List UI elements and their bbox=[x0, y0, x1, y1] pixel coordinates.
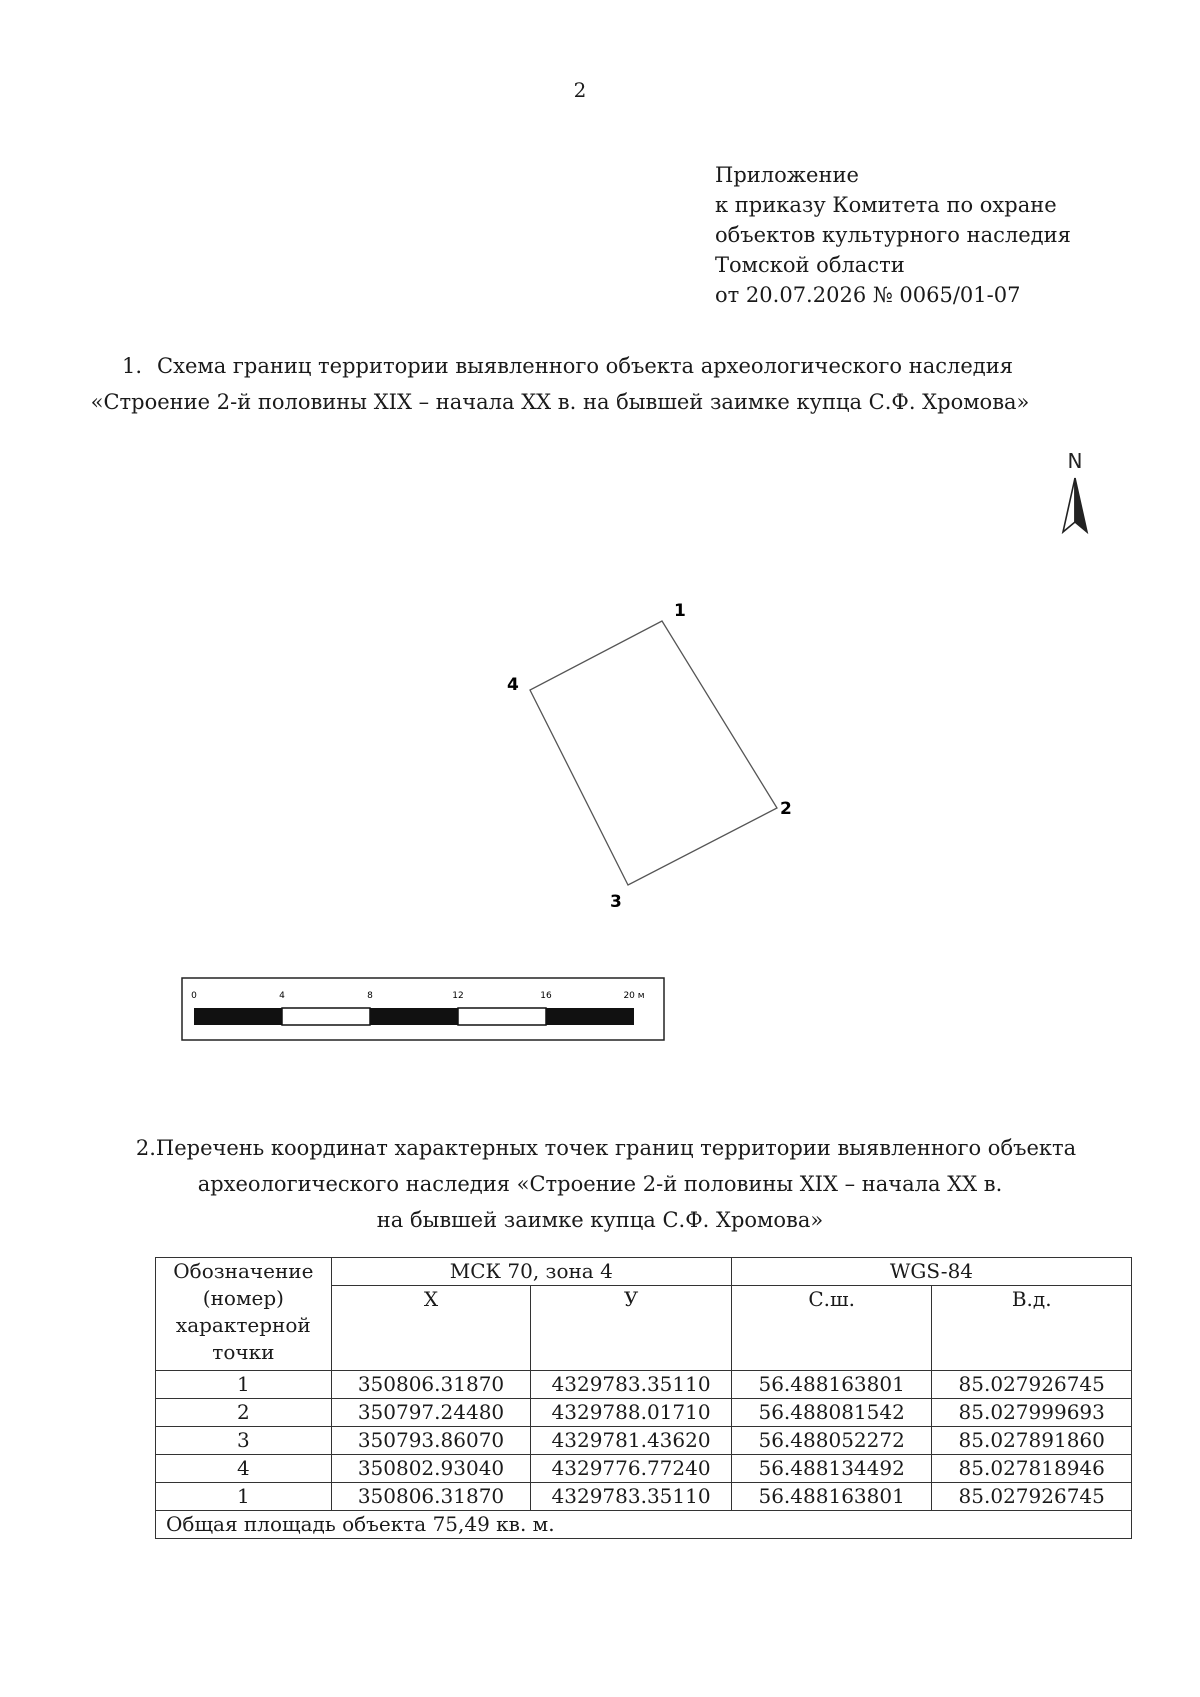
table-cell: 350806.31870 bbox=[331, 1483, 531, 1511]
section1-number: 1. bbox=[122, 354, 143, 378]
table-cell: 4329776.77240 bbox=[531, 1455, 732, 1483]
page-number: 2 bbox=[573, 78, 587, 102]
north-arrow-icon bbox=[1055, 450, 1105, 540]
appendix-line: к приказу Комитета по охране bbox=[715, 193, 1057, 217]
table-row bbox=[156, 1455, 1132, 1483]
header-designation: Обозначение (номер) характерной точки bbox=[156, 1258, 332, 1371]
point-label-1: 1 bbox=[674, 601, 686, 621]
scale-tick-label: 16 bbox=[540, 991, 552, 1001]
section1-line1 bbox=[0, 348, 1120, 384]
section2-line1: 2.Перечень координат характерных точек границ территории выявленного объекта bbox=[135, 1136, 1077, 1160]
section1-title: Схема границ территории выявленного объекта археологического наследия bbox=[157, 354, 1013, 378]
scale-tick-label: 12 bbox=[452, 991, 464, 1001]
section2-line3: на бывшей заимке купца С.Ф. Хромова» bbox=[376, 1208, 824, 1232]
table-cell: 2 bbox=[156, 1399, 332, 1427]
boundary-polygon bbox=[530, 621, 777, 885]
table-cell: 350797.24480 bbox=[331, 1399, 531, 1427]
point-label-2: 2 bbox=[780, 799, 792, 819]
section2-line2: археологического наследия «Строение 2-й половины XIX – начала XX в. bbox=[197, 1172, 1003, 1196]
table-cell: 56.488081542 bbox=[731, 1399, 932, 1427]
table-row bbox=[156, 1399, 1132, 1427]
scale-tick-label: 0 bbox=[191, 991, 197, 1001]
table-cell: 56.488163801 bbox=[731, 1483, 932, 1511]
north-arrow-left-half bbox=[1063, 478, 1075, 532]
table-row bbox=[156, 1371, 1132, 1399]
point-label-4: 4 bbox=[507, 675, 519, 695]
scale-segment bbox=[458, 1008, 546, 1025]
table-cell: 85.027999693 bbox=[932, 1399, 1132, 1427]
table-total-row bbox=[156, 1511, 1132, 1539]
appendix-line: от 20.07.2026 № 0065/01-07 bbox=[715, 283, 1021, 307]
table-cell: 350802.93040 bbox=[331, 1455, 531, 1483]
table-cell: 85.027891860 bbox=[932, 1427, 1132, 1455]
coordinates-table bbox=[155, 1257, 1132, 1539]
table-cell: 56.488163801 bbox=[731, 1371, 932, 1399]
section1-heading bbox=[0, 348, 1120, 420]
header-y: У bbox=[531, 1286, 732, 1371]
section2-heading bbox=[0, 1130, 1200, 1238]
north-arrow-right-half bbox=[1075, 478, 1087, 532]
scale-tick-label: 20 м bbox=[623, 991, 645, 1001]
appendix-line: объектов культурного наследия bbox=[715, 223, 1071, 247]
appendix-line: Приложение bbox=[715, 163, 859, 187]
scale-segment bbox=[546, 1008, 634, 1025]
boundary-scheme bbox=[490, 595, 800, 925]
table-cell: 350806.31870 bbox=[331, 1371, 531, 1399]
table-row bbox=[156, 1427, 1132, 1455]
scale-segment bbox=[282, 1008, 370, 1025]
table-cell: 1 bbox=[156, 1371, 332, 1399]
section1-line2: «Строение 2-й половины XIX – начала XX в. на бывшей заимке купца С.Ф. Хромова» bbox=[90, 390, 1030, 414]
table-cell: 85.027926745 bbox=[932, 1483, 1132, 1511]
table-cell: 4329783.35110 bbox=[531, 1483, 732, 1511]
north-label: N bbox=[1067, 450, 1083, 473]
header-msk: МСК 70, зона 4 bbox=[331, 1258, 731, 1286]
scale-tick-label: 8 bbox=[367, 991, 373, 1001]
table-cell: 4329781.43620 bbox=[531, 1427, 732, 1455]
scale-tick-label: 4 bbox=[279, 991, 285, 1001]
table-row bbox=[156, 1483, 1132, 1511]
table-cell: 85.027926745 bbox=[932, 1371, 1132, 1399]
header-x: Х bbox=[331, 1286, 531, 1371]
scale-bar bbox=[181, 977, 665, 1041]
table-cell: 3 bbox=[156, 1427, 332, 1455]
header-lon: В.д. bbox=[932, 1286, 1132, 1371]
table-cell: 350793.86070 bbox=[331, 1427, 531, 1455]
table-cell: 56.488134492 bbox=[731, 1455, 932, 1483]
header-lat: С.ш. bbox=[731, 1286, 932, 1371]
point-label-3: 3 bbox=[610, 892, 622, 912]
total-area: Общая площадь объекта 75,49 кв. м. bbox=[156, 1511, 1132, 1539]
table-cell: 56.488052272 bbox=[731, 1427, 932, 1455]
scale-segment bbox=[370, 1008, 458, 1025]
table-cell: 4329788.01710 bbox=[531, 1399, 732, 1427]
table-cell: 1 bbox=[156, 1483, 332, 1511]
scale-segment bbox=[194, 1008, 282, 1025]
header-wgs: WGS-84 bbox=[731, 1258, 1131, 1286]
appendix-line: Томской области bbox=[715, 253, 905, 277]
table-cell: 85.027818946 bbox=[932, 1455, 1132, 1483]
appendix-header bbox=[715, 160, 1071, 310]
table-header-row bbox=[156, 1258, 1132, 1286]
table-cell: 4329783.35110 bbox=[531, 1371, 732, 1399]
table-cell: 4 bbox=[156, 1455, 332, 1483]
